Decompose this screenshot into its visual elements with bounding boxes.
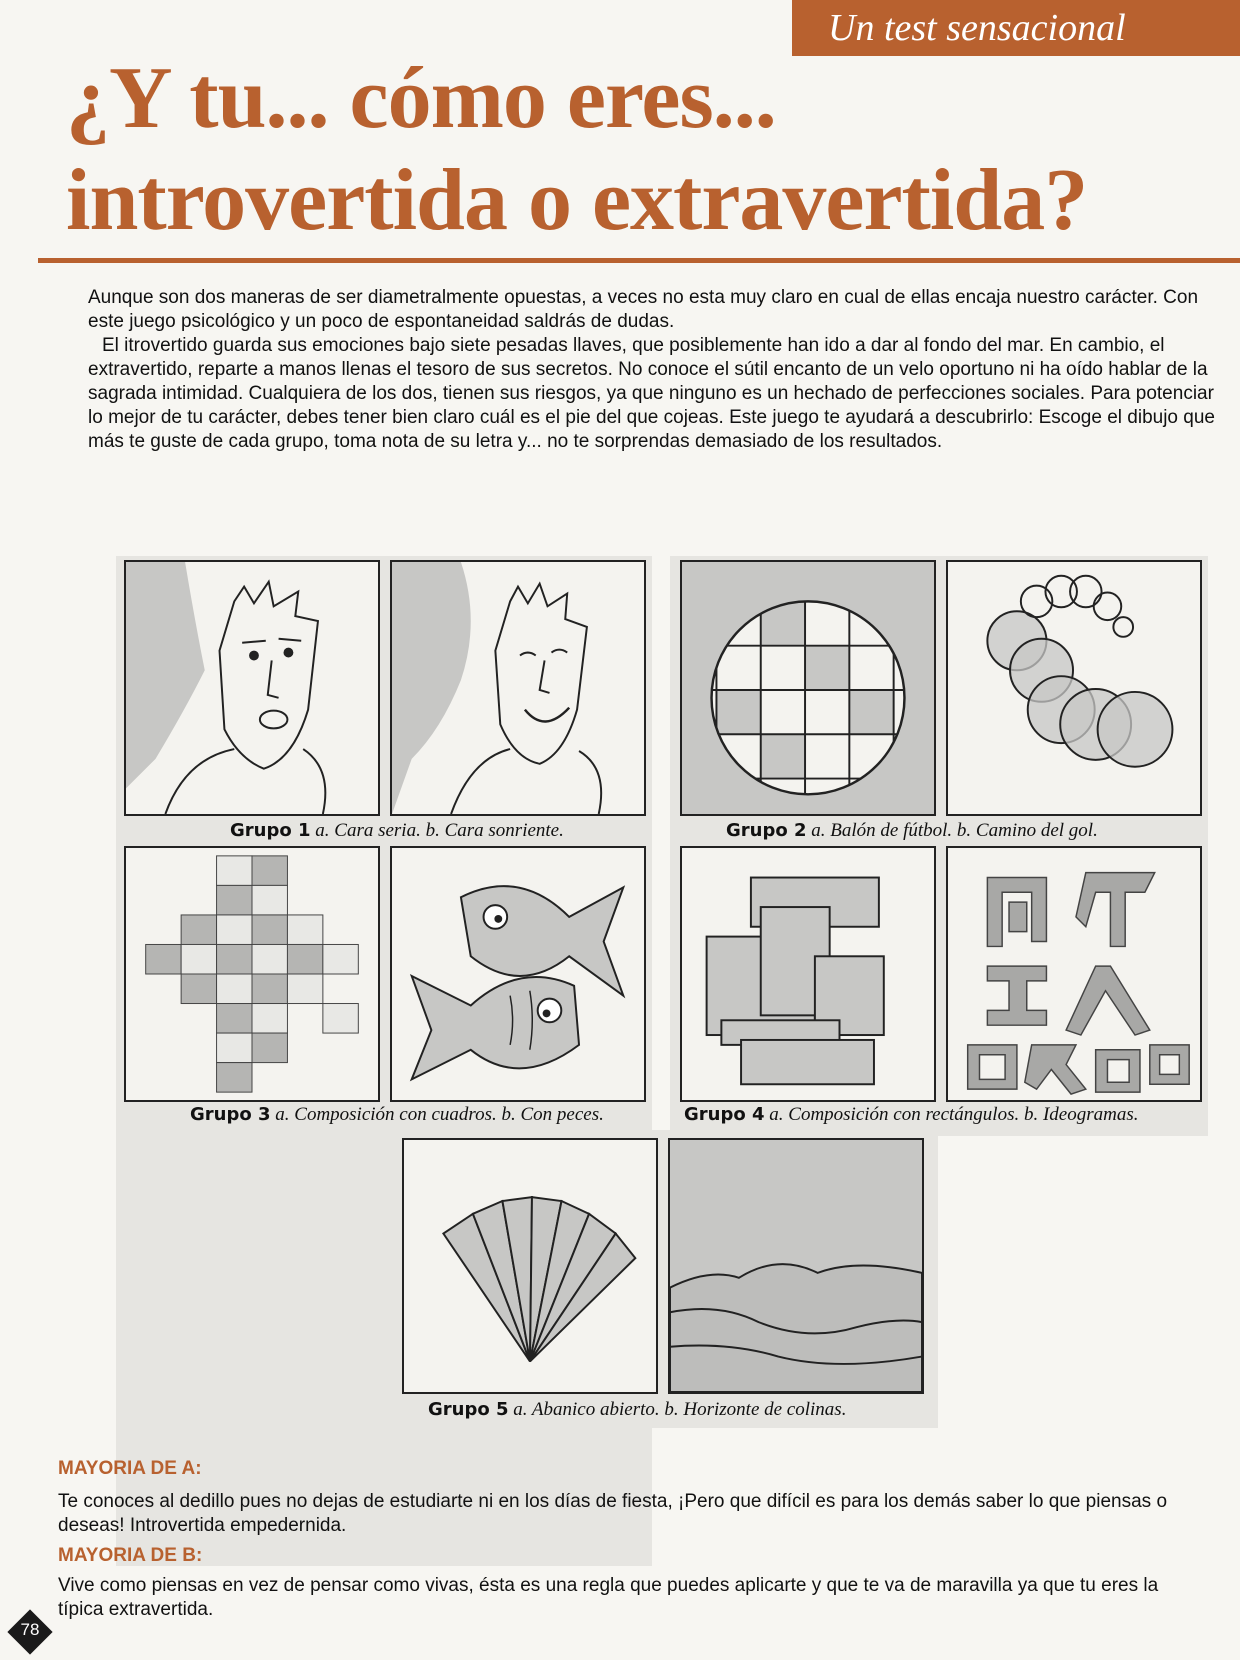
figure-3b	[390, 846, 646, 1102]
section-banner: Un test sensacional	[792, 0, 1240, 56]
ideograms-drawing-icon	[948, 848, 1200, 1100]
result-a-text: Te conoces al dedillo pues no dejas de estudiarte ni en los días de fiesta, ¡Pero que difícil es para los demás saber lo que piensas o deseas! Introvertida empedernida.	[58, 1491, 1168, 1536]
result-b-heading: MAYORIA DE B:	[58, 1545, 203, 1566]
figure-4b	[946, 846, 1202, 1102]
intro-paragraph-2: El itrovertido guarda sus emociones bajo siete pesadas llaves, que posiblemente han ido a dar al fondo del mar. En cambio, el extravertido, reparte a manos llenas el tesoro de sus secretos. No conoce el sútil encanto de un velo oportuno ni ha oído hablar de la sagrada intimidad. Cualquiera de los dos, tienen sus riesgos, ya que ninguno es un hechado de perfecciones sociales. Para potenciar lo mejor de tu carácter, debes tener bien claro cuál es el pie del que cojeas. Este juego te ayudará a descubrirlo: Escoge el dibujo que más te guste de cada grupo, toma nota de su letra y... no te sorprendas demasiado de los resultados.	[88, 335, 1215, 452]
group-2-label: Grupo 2	[726, 820, 807, 841]
overlapping-rectangles-drawing-icon	[682, 848, 934, 1100]
caption-group-3	[190, 1104, 604, 1126]
figure-1b	[390, 560, 646, 816]
intro-text	[88, 286, 1220, 454]
figure-5b	[668, 1138, 924, 1394]
title-line-2: introvertida o extravertida?	[66, 152, 1088, 249]
figure-1a	[124, 560, 380, 816]
caption-group-2	[726, 820, 1098, 842]
square-mosaic-drawing-icon	[126, 848, 378, 1100]
page-number-badge	[8, 1610, 52, 1654]
page-number: 78	[20, 1620, 40, 1639]
group-5-label: Grupo 5	[428, 1399, 509, 1420]
result-b-text: Vive como piensas en vez de pensar como vivas, ésta es una regla que puedes aplicarte y que te va de maravilla ya que tu eres la típica extravertida.	[58, 1575, 1159, 1620]
figure-4a	[680, 846, 936, 1102]
page-title	[66, 48, 1240, 252]
bouncing-circles-drawing-icon	[948, 562, 1200, 814]
intro-paragraph-1: Aunque son dos maneras de ser diametralmente opuestas, a veces no esta muy claro en cual de ellas encaja nuestro carácter. Con este juego psicológico y un poco de espontaneidad saldrás de dudas.	[88, 287, 1199, 332]
group-2-caption: a. Balón de fútbol. b. Camino del gol.	[811, 820, 1098, 841]
football-grid-drawing-icon	[682, 562, 934, 814]
title-line-1: ¿Y tu... cómo eres...	[66, 50, 776, 147]
figure-5a	[402, 1138, 658, 1394]
serious-face-drawing-icon	[126, 562, 378, 814]
group-3-caption: a. Composición con cuadros. b. Con peces.	[275, 1104, 604, 1125]
group-3-label: Grupo 3	[190, 1104, 271, 1125]
caption-group-4	[684, 1104, 1139, 1126]
figure-3a	[124, 846, 380, 1102]
smiling-face-drawing-icon	[392, 562, 644, 814]
group-4-label: Grupo 4	[684, 1104, 765, 1125]
hills-horizon-drawing-icon	[670, 1140, 922, 1392]
group-1-label: Grupo 1	[230, 820, 311, 841]
figure-2a	[680, 560, 936, 816]
result-a-heading: MAYORIA DE A:	[58, 1458, 202, 1479]
caption-group-5	[428, 1399, 846, 1421]
group-4-caption: a. Composición con rectángulos. b. Ideogramas.	[769, 1104, 1139, 1125]
two-fish-drawing-icon	[392, 848, 644, 1100]
group-1-caption: a. Cara seria. b. Cara sonriente.	[315, 820, 564, 841]
figure-2b	[946, 560, 1202, 816]
group-5-caption: a. Abanico abierto. b. Horizonte de colinas.	[513, 1399, 847, 1420]
open-fan-drawing-icon	[404, 1140, 656, 1392]
caption-group-1	[230, 820, 564, 842]
title-rule	[38, 258, 1240, 263]
